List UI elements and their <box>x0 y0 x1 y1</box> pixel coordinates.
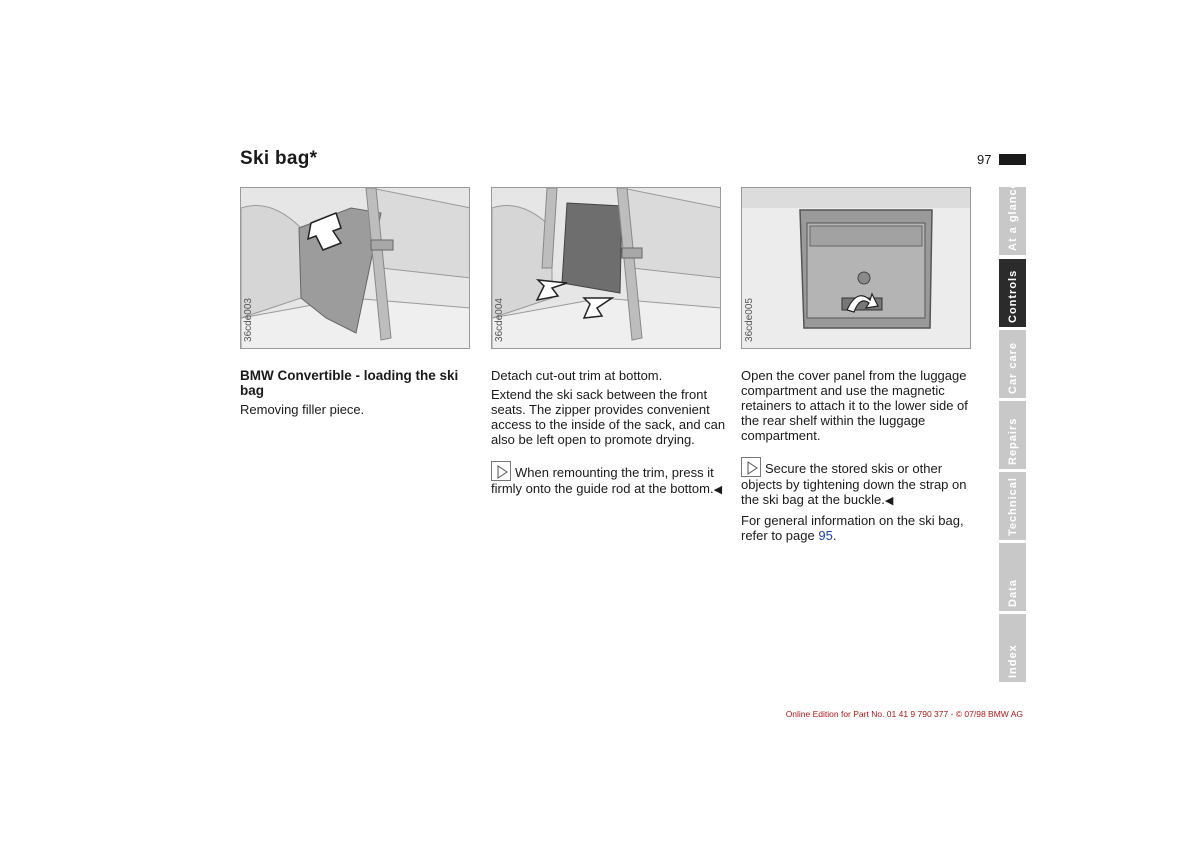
page-number-bar <box>999 154 1026 165</box>
section-heading: BMW Convertible - loading the ski bag <box>240 368 459 398</box>
seat-illustration-1 <box>241 188 470 349</box>
tab-label: Repairs <box>1006 417 1019 465</box>
footer-edition-note: Online Edition for Part No. 01 41 9 790 377 - © 07/98 BMW AG <box>785 709 1023 719</box>
tab-label: Car care <box>1006 341 1019 394</box>
triangle-note-icon <box>741 457 761 477</box>
paragraph: Detach cut-out trim at bottom. <box>491 368 663 383</box>
paragraph: Removing filler piece. <box>240 402 365 417</box>
triangle-note-icon <box>491 461 511 481</box>
column-3 <box>741 368 981 547</box>
reference-end: . <box>832 528 837 543</box>
end-triangle-icon: ◀ <box>713 484 723 496</box>
figure-filler-piece <box>240 187 470 349</box>
end-triangle-icon: ◀ <box>884 495 894 507</box>
note-paragraph <box>741 457 981 509</box>
figure-ski-sack <box>491 187 721 349</box>
tab-index[interactable] <box>999 614 1026 682</box>
tab-data[interactable] <box>999 543 1026 611</box>
paragraph-reference <box>741 513 981 543</box>
reference-text: For general information on the ski bag, refer to page <box>741 513 964 543</box>
page-title: Ski bag* <box>240 148 318 169</box>
tab-label: At a glance <box>1006 181 1019 251</box>
note-text: Secure the stored skis or other objects by tightening down the strap on the ski bag at the buckle. <box>741 461 967 507</box>
tab-label: Controls <box>1006 269 1019 323</box>
page-number: 97 <box>977 152 992 167</box>
figure-code: 36cde003 <box>243 298 254 342</box>
column-1 <box>240 368 480 421</box>
page-link[interactable]: 95 <box>818 528 833 543</box>
paragraph: Extend the ski sack between the front seats. The zipper provides convenient access to the inside of the sack, and can also be left open to promote drying. <box>491 387 726 447</box>
luggage-illustration <box>742 188 971 349</box>
tab-label: Index <box>1006 644 1019 678</box>
figure-cover-panel <box>741 187 971 349</box>
tab-repairs[interactable] <box>999 401 1026 469</box>
tab-technical[interactable] <box>999 472 1026 540</box>
tab-label: Technical <box>1006 477 1019 536</box>
note-text: When remounting the trim, press it firmly onto the guide rod at the bottom. <box>491 465 714 496</box>
figure-code: 36cde004 <box>494 298 505 342</box>
paragraph: Open the cover panel from the luggage compartment and use the magnetic retainers to attach it to the lower side of the rear shelf within the luggage compartment. <box>741 368 968 443</box>
tab-label: Data <box>1006 579 1019 607</box>
tab-controls[interactable] <box>999 259 1026 327</box>
figure-code: 36cde005 <box>744 298 755 342</box>
column-2 <box>491 368 731 502</box>
note-paragraph <box>491 461 731 498</box>
seat-illustration-2 <box>492 188 721 349</box>
tab-car-care[interactable] <box>999 330 1026 398</box>
tab-at-a-glance[interactable] <box>999 181 1026 255</box>
